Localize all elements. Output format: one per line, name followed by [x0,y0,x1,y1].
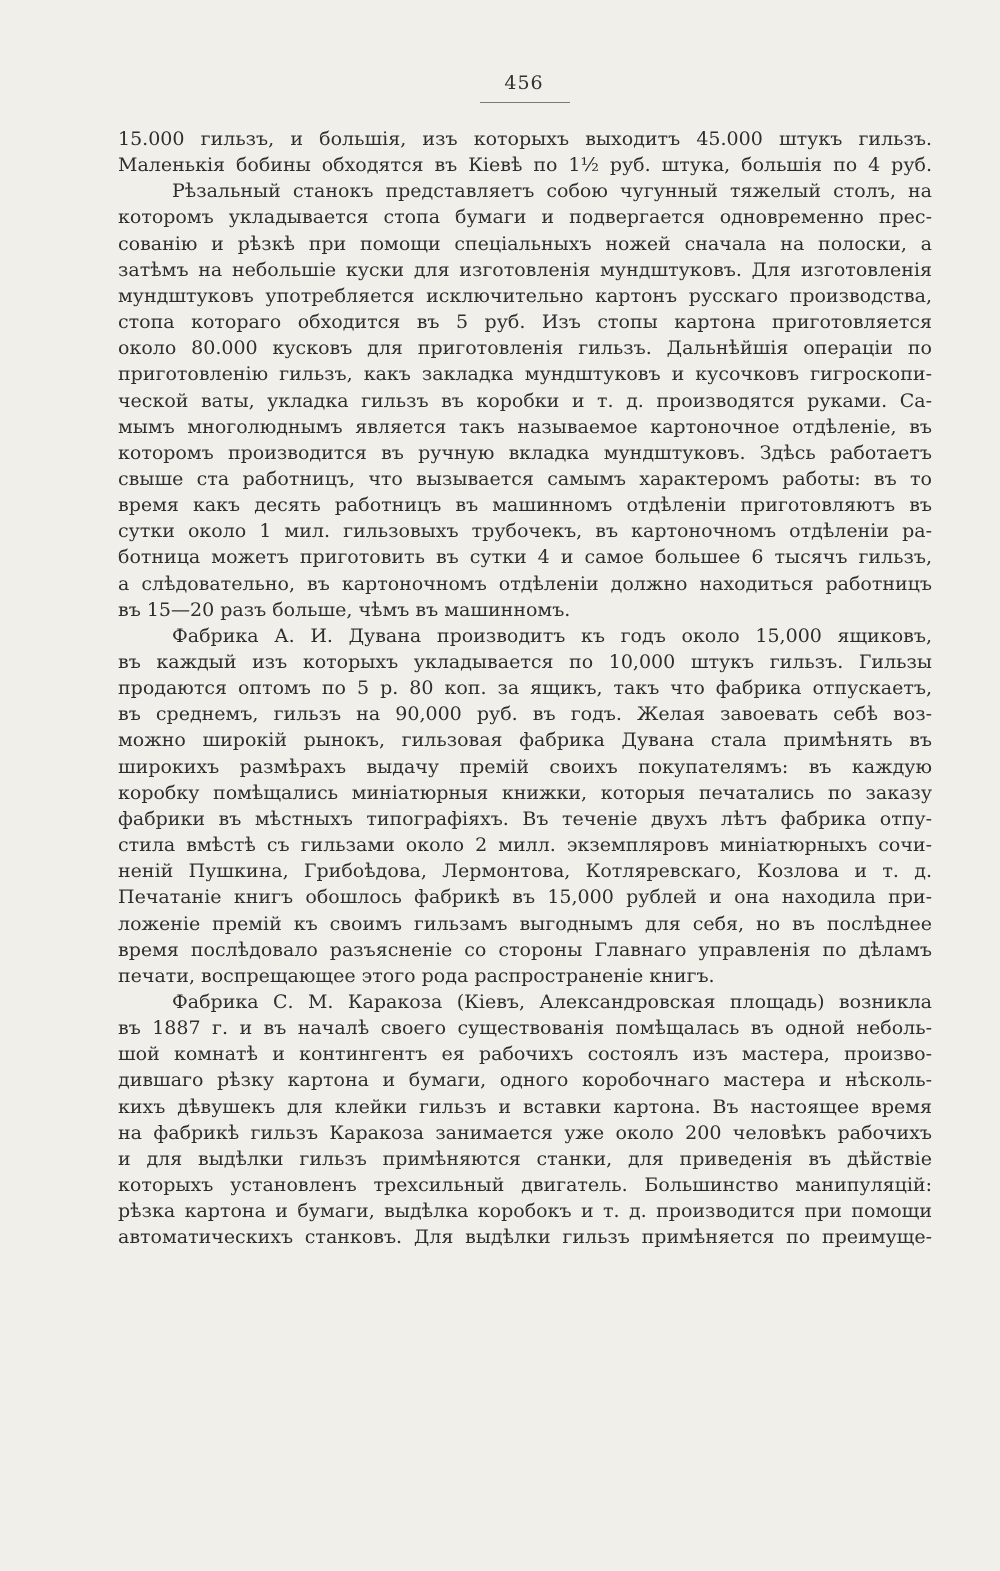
text-line: стила вмѣстѣ съ гильзами около 2 милл. экземпляровъ миніатюрныхъ сочи- [118,834,932,857]
text-line: мундштуковъ употребляется исключительно картонъ русскаго производства, [118,284,932,307]
text-line: въ 1887 г. и въ началѣ своего существованія помѣщалась въ одной неболь- [118,1017,932,1040]
text-line: ложеніе премій къ своимъ гильзамъ выгоднымъ для себя, но въ послѣднее [118,912,932,935]
text-line: приготовленію гильзъ, какъ закладка мундштуковъ и кусочковъ гигроскопи- [118,363,932,386]
text-line: фабрики въ мѣстныхъ типографіяхъ. Въ теченіе двухъ лѣтъ фабрика отпу- [118,807,932,830]
text-line: стопа котораго обходится въ 5 руб. Изъ стопы картона приготовляется [118,311,932,334]
text-line: около 80.000 кусковъ для приготовленія гильзъ. Дальнѣйшія операціи по [118,337,932,360]
text-line: затѣмъ на небольшіе куски для изготовленія мундштуковъ. Для изготовленія [118,258,932,281]
text-line: шой комнатѣ и контингентъ ея рабочихъ состоялъ изъ мастера, произво- [118,1043,932,1066]
text-line: ческой ваты, укладка гильзъ въ коробки и т. д. производятся руками. Са- [118,389,932,412]
text-line: и для выдѣлки гильзъ примѣняются станки, для приведенія въ дѣйствіе [118,1147,932,1170]
text-line: которомъ укладывается стопа бумаги и подвергается одновременно прес- [118,206,932,229]
text-line: коробку помѣщались миніатюрныя книжки, которыя печатались по заказу [118,781,932,804]
text-line: Печатаніе книгъ обошлось фабрикѣ въ 15,000 рублей и она находила при- [118,886,932,909]
text-line: время какъ десять работницъ въ машинномъ отдѣленіи приготовляютъ въ [118,494,932,517]
text-line: свыше ста работницъ, что вызывается самымъ характеромъ работы: въ то [118,467,932,490]
text-line: которомъ производится въ ручную вкладка мундштуковъ. Здѣсь работаетъ [118,441,932,464]
text-line: мымъ многолюднымъ является такъ называемое картоночное отдѣленіе, въ [118,415,932,438]
text-line: въ 15—20 разъ больше, чѣмъ въ машинномъ. [118,598,571,621]
text-line: Фабрика С. М. Каракоза (Кіевъ, Александровская площадь) возникла [172,990,932,1013]
text-line: сованію и рѣзкѣ при помощи спеціальныхъ ножей сначала на полоски, а [118,232,932,255]
text-line: печати, воспрещающее этого рода распространеніе книгъ. [118,964,715,987]
text-line: а слѣдовательно, въ картоночномъ отдѣленіи должно находиться работницъ [118,572,932,595]
text-line: въ каждый изъ которыхъ укладывается по 10,000 штукъ гильзъ. Гильзы [118,651,932,673]
text-line: рѣзка картона и бумаги, выдѣлка коробокъ и т. д. производится при помощи [118,1200,932,1223]
text-line: кихъ дѣвушекъ для клейки гильзъ и вставки картона. Въ настоящее время [118,1095,932,1118]
text-line: Рѣзальный станокъ представляетъ собою чугунный тяжелый столъ, на [172,180,932,203]
text-line: сутки около 1 мил. гильзовыхъ трубочекъ, въ картоночномъ отдѣленіи ра- [118,520,932,543]
text-line: Фабрика А. И. Дувана производитъ къ годъ около 15,000 ящиковъ, [172,624,932,647]
text-line: широкихъ размѣрахъ выдачу премій своихъ покупателямъ: въ каждую [118,755,932,778]
text-line: ботница можетъ приготовить въ сутки 4 и самое большее 6 тысячъ гильзъ, [118,546,932,569]
text-line: дившаго рѣзку картона и бумаги, одного коробочнаго мастера и нѣсколь- [118,1069,932,1092]
text-line: на фабрикѣ гильзъ Каракоза занимается уже около 200 человѣкъ рабочихъ [118,1121,932,1144]
text-line: продаются оптомъ по 5 р. 80 коп. за ящикъ, такъ что фабрика отпускаетъ, [118,677,932,700]
text-line: Маленькія бобины обходятся въ Кіевѣ по 1½ руб. штука, большія по 4 руб. [118,154,932,177]
text-line: которыхъ установленъ трехсильный двигатель. Большинство манипуляцій: [118,1174,932,1196]
text-line: можно широкій рынокъ, гильзовая фабрика Дувана стала примѣнять въ [118,729,932,752]
text-line: время послѣдовало разъясненіе со стороны Главнаго управленія по дѣламъ [118,938,932,961]
text-line: неній Пушкина, Грибоѣдова, Лермонтова, Котляревскаго, Козлова и т. д. [118,860,932,883]
text-line: 15.000 гильзъ, и большія, изъ которыхъ выходитъ 45.000 штукъ гильзъ. [118,128,932,150]
text-line: въ среднемъ, гильзъ на 90,000 руб. въ годъ. Желая завоевать себѣ воз- [118,703,932,726]
page-number: 456 [504,72,544,94]
text-line: автоматическихъ станковъ. Для выдѣлки гильзъ примѣняется по преимуще- [118,1226,932,1249]
